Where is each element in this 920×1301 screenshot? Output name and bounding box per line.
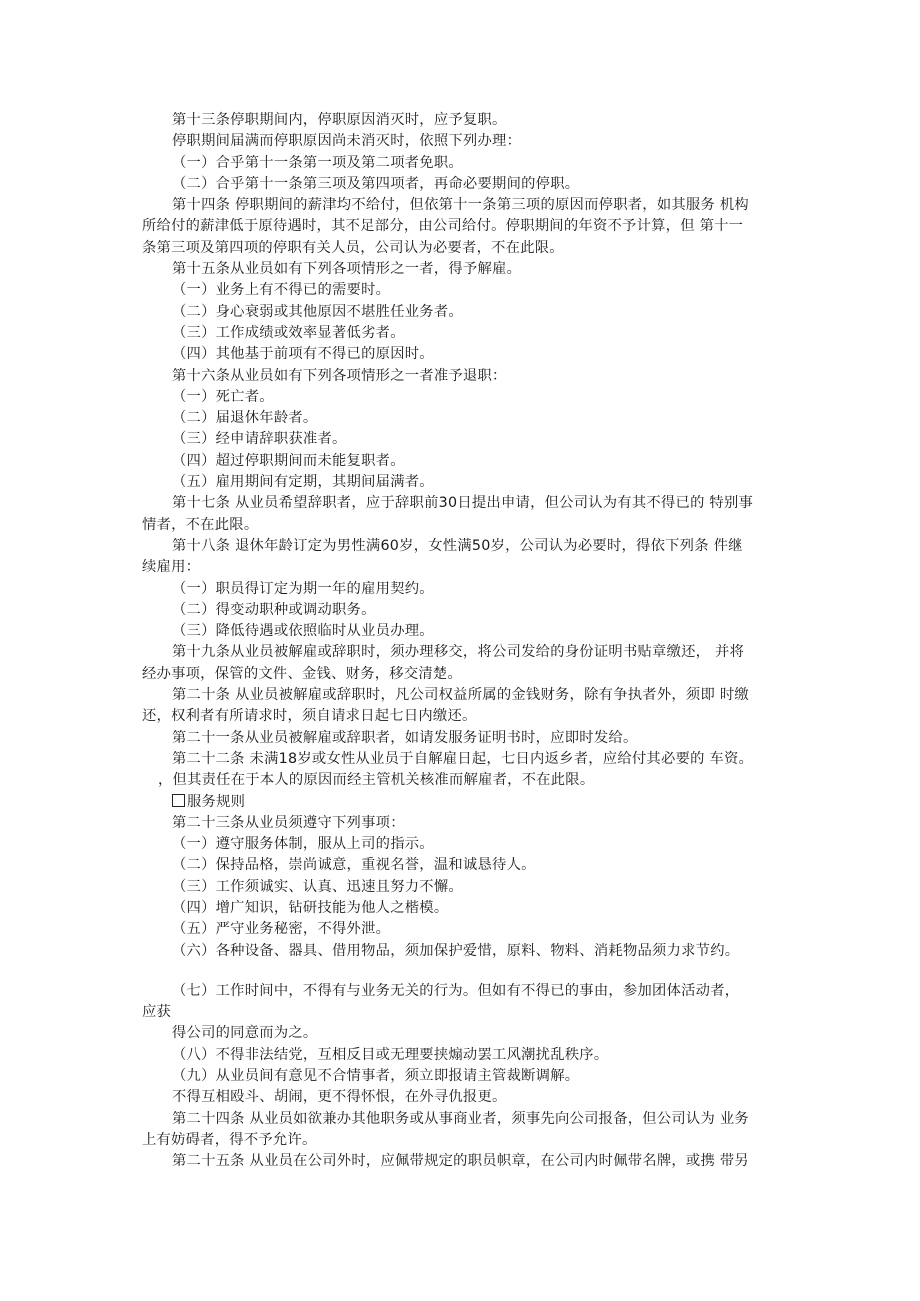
paragraph-line: 第十四条 停职期间的薪津均不给付，但依第十一条第三项的原因而停职者，如其服务 机构 (172, 197, 749, 214)
list-item: （三）工作成绩或效率显著低劣者。 (172, 324, 405, 341)
paragraph-line: 第十九条从业员被解雇或辞职时，须办理移交，将公司发给的身份证明书贴章缴还， 并将 (172, 644, 745, 661)
paragraph-line: 第二十三条从业员须遵守下列事项： (172, 814, 405, 831)
section-heading-label: 服务规则 (187, 793, 246, 810)
paragraph-line: 第二十五条 从业员在公司外时，应佩带规定的职员帜章，在公司内时佩带名牌，或携 带另 (172, 1153, 749, 1170)
list-item: （六）各种设备、器具、借用物品，须加保护爱惜，原料、物料、消耗物品须力求节约。 (172, 942, 740, 959)
paragraph-line: 第二十二条 未满18岁或女性从业员于自解雇日起，七日内返乡者，应给付其必要的 车资。 (172, 750, 754, 767)
document-body (142, 110, 792, 1173)
list-item: （一）死亡者。 (172, 388, 274, 405)
list-item: （三）经申请辞职获准者。 (172, 431, 347, 448)
paragraph-line: 条第三项及第四项的停职有关人员，公司认为必要者，不在此限。 (142, 239, 564, 256)
paragraph-line: 第二十条 从业员被解雇或辞职时，凡公司权益所属的金钱财务，除有争执者外，须即 时缴 (172, 687, 749, 704)
paragraph-line: 应获 (142, 1004, 172, 1021)
list-item: （二）得变动职种或调动职务。 (172, 601, 376, 618)
list-item: （一）合乎第十一条第一项及第二项者免职。 (172, 154, 463, 171)
list-item: （二）届退休年龄者。 (172, 410, 318, 427)
checkbox-square-icon (172, 794, 185, 807)
list-item: （一）职员得订定为期一年的雇用契约。 (172, 580, 434, 597)
paragraph-line: 第十六条从业员如有下列各项情形之一者准予退职： (172, 367, 507, 384)
paragraph-line: 上有妨碍者，得不予允许。 (142, 1131, 317, 1148)
paragraph-line: 第十七条 从业员希望辞职者，应于辞职前30日提出申请，但公司认为有其不得已的 特别事 (172, 495, 754, 512)
list-item: （四）其他基于前项有不得已的原因时。 (172, 346, 434, 363)
list-item: （七）工作时间中，不得有与业务无关的行为。但如有不得已的事由，参加团体活动者， (172, 982, 740, 999)
paragraph-line: 情者，不在此限。 (142, 516, 259, 533)
list-item: （三）工作须诚实、认真、迅速且努力不懈。 (172, 878, 463, 895)
list-item: （二）身心衰弱或其他原因不堪胜任业务者。 (172, 303, 463, 320)
list-item: （五）雇用期间有定期，其期间届满者。 (172, 474, 434, 491)
list-item: （三）降低待遇或依照临时从业员办理。 (172, 623, 434, 640)
paragraph-line: 所给付的薪津低于原待遇时，其不足部分，由公司给付。停职期间的年资不予计算，但 第十一 (142, 218, 744, 235)
section-heading (142, 792, 792, 813)
list-item: （一）遵守服务体制，服从上司的指示。 (172, 836, 434, 853)
paragraph-line: 第二十四条 从业员如欲兼办其他职务或从事商业者，须事先向公司报备，但公司认为 业务 (172, 1110, 749, 1127)
list-item: （二）合乎第十一条第三项及第四项者，再命必要期间的停职。 (172, 175, 580, 192)
paragraph-line: 第十五条从业员如有下列各项情形之一者，得予解雇。 (172, 261, 522, 278)
paragraph-line: 还，权利者有所请求时，须自请求日起七日内缴还。 (142, 708, 477, 725)
paragraph-line: 不得互相殴斗、胡闹，更不得怀恨，在外寻仇报更。 (172, 1089, 507, 1106)
paragraph-line: 第十八条 退休年龄订定为男性满60岁，女性满50岁，公司认为必要时，得依下列条 件继 (172, 537, 743, 554)
paragraph-line: 得公司的同意而为之。 (172, 1025, 318, 1042)
list-item: （五）严守业务秘密，不得外泄。 (172, 921, 391, 938)
list-item: （八）不得非法结党，互相反目或无理要挟煽动罢工风潮扰乱秩序。 (172, 1046, 609, 1063)
list-item: （四）增广知识，钻研技能为他人之楷模。 (172, 899, 449, 916)
paragraph-line: 停职期间届满而停职原因尚未消灭时，依照下列办理： (172, 133, 522, 150)
list-item: （一）业务上有不得已的需要时。 (172, 282, 391, 299)
paragraph-line: 续雇用： (142, 559, 201, 576)
list-item: （四）超过停职期间而未能复职者。 (172, 452, 405, 469)
list-item: （二）保持品格，崇尚诚意，重视名誉，温和诚恳待人。 (172, 857, 536, 874)
blank-spacer (142, 962, 792, 981)
paragraph-line: 第十三条停职期间内，停职原因消灭时，应予复职。 (172, 112, 507, 128)
paragraph-line: 经办事项，保管的文件、金钱、财务，移交清楚。 (142, 665, 463, 682)
paragraph-line: ，但其责任在于本人的原因而经主管机关核准而解雇者，不在此限。 (158, 772, 595, 789)
list-item: （九）从业员间有意见不合情事者，须立即报请主管裁断调解。 (172, 1068, 580, 1085)
paragraph-line: 第二十一条从业员被解雇或辞职者，如请发服务证明书时，应即时发给。 (172, 729, 638, 746)
